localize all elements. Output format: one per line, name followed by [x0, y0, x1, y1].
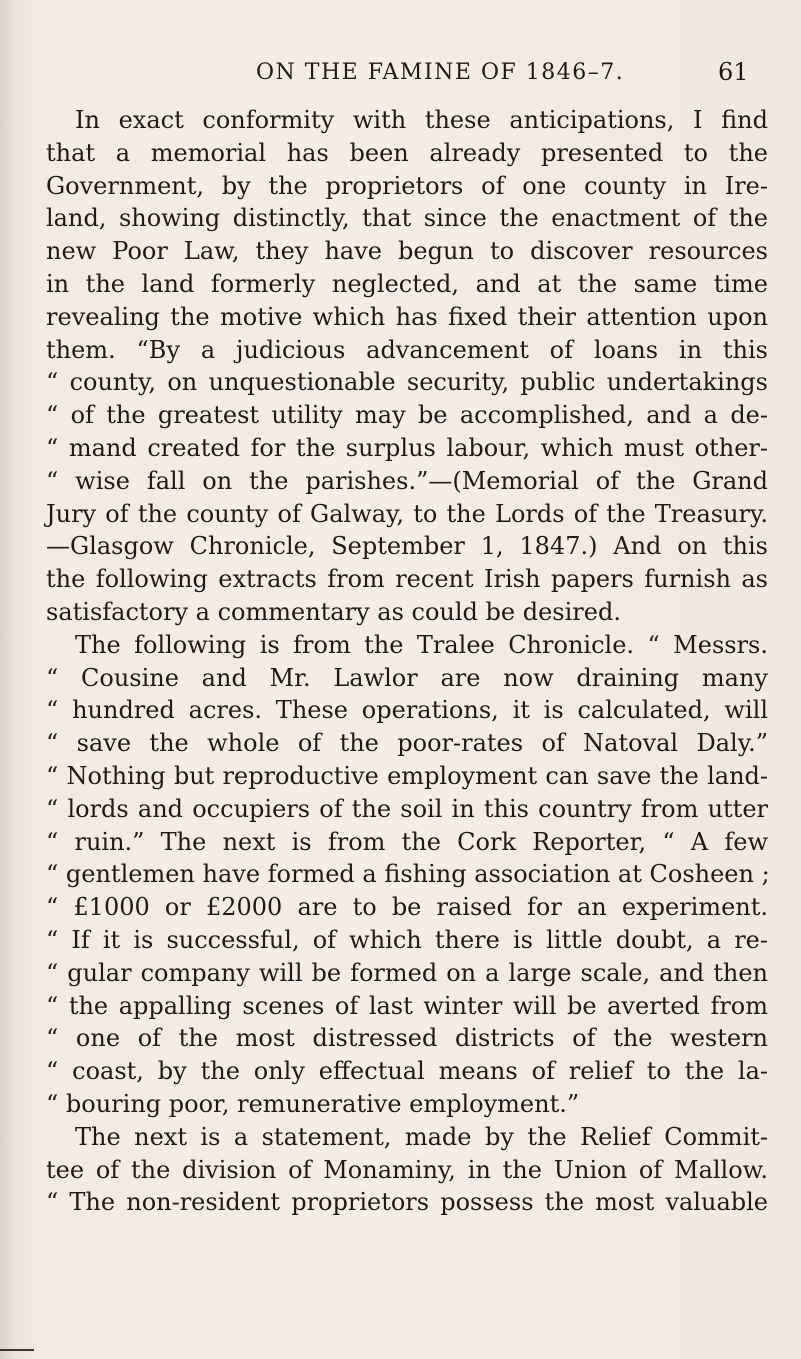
text-line: “ gentlemen have formed a fishing association at Cosheen ;	[46, 860, 770, 889]
text-line: Government, by the proprietors of one county in Ire-	[46, 171, 768, 200]
text-line: The next is a statement, made by the Relief Commit-	[75, 1122, 768, 1151]
body-text	[46, 104, 768, 1219]
text-line: “ mand created for the surplus labour, which must other-	[46, 433, 768, 462]
page-edge-mark	[0, 1349, 34, 1351]
text-line: In exact conformity with these anticipations, I find	[75, 106, 768, 134]
text-line: new Poor Law, they have begun to discover resources	[46, 237, 768, 266]
text-line: “ lords and occupiers of the soil in this country from utter	[46, 794, 768, 823]
text-line: Jury of the county of Galway, to the Lords of the Treasury.	[46, 499, 768, 528]
text-line: satisfactory a commentary as could be desired.	[46, 597, 621, 626]
text-line: “ hundred acres. These operations, it is calculated, will	[46, 696, 768, 725]
text-line: “ coast, by the only effectual means of relief to the la-	[46, 1057, 768, 1086]
running-title: ON THE FAMINE OF 1846–7.	[256, 60, 625, 85]
text-line: “ gular company will be formed on a large scale, and then	[46, 958, 768, 987]
page-number: 61	[718, 58, 749, 86]
text-line: “ save the whole of the poor-rates of Natoval Daly.”	[46, 729, 768, 758]
page-header	[0, 54, 801, 94]
text-line: “ £1000 or £2000 are to be raised for an experiment.	[46, 893, 768, 922]
text-line: in the land formerly neglected, and at the same time	[46, 269, 768, 298]
text-line: “ If it is successful, of which there is little doubt, a re-	[46, 925, 768, 954]
text-line: —Glasgow Chronicle, September 1, 1847.) And on this	[46, 532, 768, 561]
text-line: “ one of the most distressed districts of the western	[46, 1024, 768, 1053]
text-line: revealing the motive which has fixed their attention upon	[46, 302, 768, 331]
text-line: land, showing distinctly, that since the enactment of the	[46, 204, 768, 233]
text-line: “ Nothing but reproductive employment can save the land-	[46, 761, 768, 790]
text-line: “ the appalling scenes of last winter will be averted from	[46, 991, 768, 1020]
text-line: “ ruin.” The next is from the Cork Reporter, “ A few	[46, 827, 768, 856]
text-line: The following is from the Tralee Chronicle. “ Messrs.	[75, 630, 768, 659]
text-line: “ bouring poor, remunerative employment.”	[46, 1089, 580, 1118]
text-line: “ wise fall on the parishes.”—(Memorial of the Grand	[46, 466, 768, 495]
text-line: “ Cousine and Mr. Lawlor are now draining many	[46, 663, 768, 692]
text-line: “ of the greatest utility may be accomplished, and a de-	[46, 401, 768, 430]
text-line: the following extracts from recent Irish papers furnish as	[46, 565, 768, 594]
text-line: that a memorial has been already presented to the	[46, 138, 768, 167]
text-line: “ The non-resident proprietors possess the most valuable	[46, 1188, 768, 1217]
text-line: tee of the division of Monaminy, in the Union of Mallow.	[46, 1155, 768, 1184]
text-line: “ county, on unquestionable security, public undertakings	[46, 368, 768, 397]
page-gutter-shadow	[0, 0, 14, 1359]
text-line: them. “By a judicious advancement of loans in this	[46, 335, 768, 364]
